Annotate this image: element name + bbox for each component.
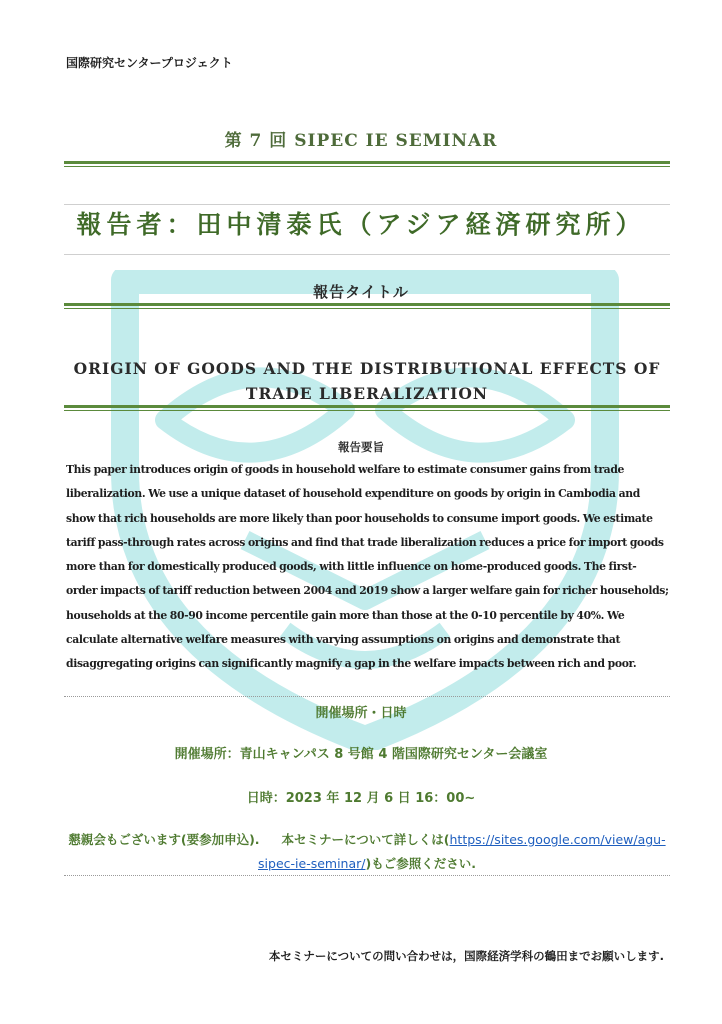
divider — [64, 308, 670, 309]
divider — [64, 405, 670, 408]
divider — [64, 696, 670, 697]
divider — [64, 410, 670, 411]
details-suffix: )もご参照ください. — [365, 856, 476, 871]
title-label: 報告タイトル — [313, 283, 409, 301]
event-datetime: 日時：2023 年 12 月 6 日 16：00∼ — [246, 791, 476, 806]
seminar-title: 第 7 回 SIPEC IE SEMINAR — [224, 131, 498, 151]
divider — [64, 161, 670, 164]
abstract-line: liberalization. We use a unique dataset of household expenditure on goods by origin in Cambodia and — [66, 487, 640, 501]
divider — [64, 875, 670, 876]
party-notice — [64, 828, 670, 876]
divider — [64, 254, 670, 255]
abstract-line: show that rich households are more likely than poor households to consume import goods. We estimate — [66, 511, 653, 525]
divider — [64, 166, 670, 167]
venue-section-label: 開催場所・日時 — [315, 706, 407, 721]
venue: 開催場所：青山キャンパス 8 号館 4 階国際研究センター会議室 — [174, 747, 548, 762]
abstract-text — [66, 458, 670, 677]
details-prefix: 本セミナーについて詳しくは( — [281, 832, 450, 847]
abstract-line: This paper introduces origin of goods in household welfare to estimate consumer gains from trade — [66, 463, 625, 476]
organization-name: 国際研究センタープロジェクト — [66, 56, 233, 70]
abstract-line: more than for domestically produced goods, with little influence on home-produced goods. The first- — [66, 560, 637, 574]
abstract-label: 報告要旨 — [338, 440, 384, 454]
abstract-line: disaggregating origins can significantly magnify a gap in the welfare impacts between rich and poor. — [66, 657, 637, 671]
contact-note: 本セミナーについての問い合わせは，国際経済学科の鶴田までお願いします. — [268, 949, 664, 963]
abstract-line: calculate alternative welfare measures with varying assumptions on origins and demonstrate that — [66, 633, 621, 647]
speaker-line: 報告者：田中清泰氏（アジア経済研究所） — [76, 210, 646, 239]
abstract-line: tariff pass-through rates across origins and find that trade liberalization reduces a price for import goods — [66, 535, 664, 549]
divider — [64, 303, 670, 306]
abstract-line: households at the 80-90 income percentile gain more than those at the 0-10 percentile by 40%. We — [66, 608, 625, 622]
seminar-website-link[interactable]: https://sites.google.com/view/agu-sipec-ie-seminar/ — [258, 832, 666, 871]
paper-title: ORIGIN OF GOODS AND THE DISTRIBUTIONAL EFFECTS OF TRADE LIBERALIZATION — [73, 359, 661, 403]
party-lead: 懇親会もございます(要参加申込). — [68, 832, 260, 847]
abstract-line: order impacts of tariff reduction between 2004 and 2019 show a larger welfare gain for richer households; — [66, 584, 669, 598]
